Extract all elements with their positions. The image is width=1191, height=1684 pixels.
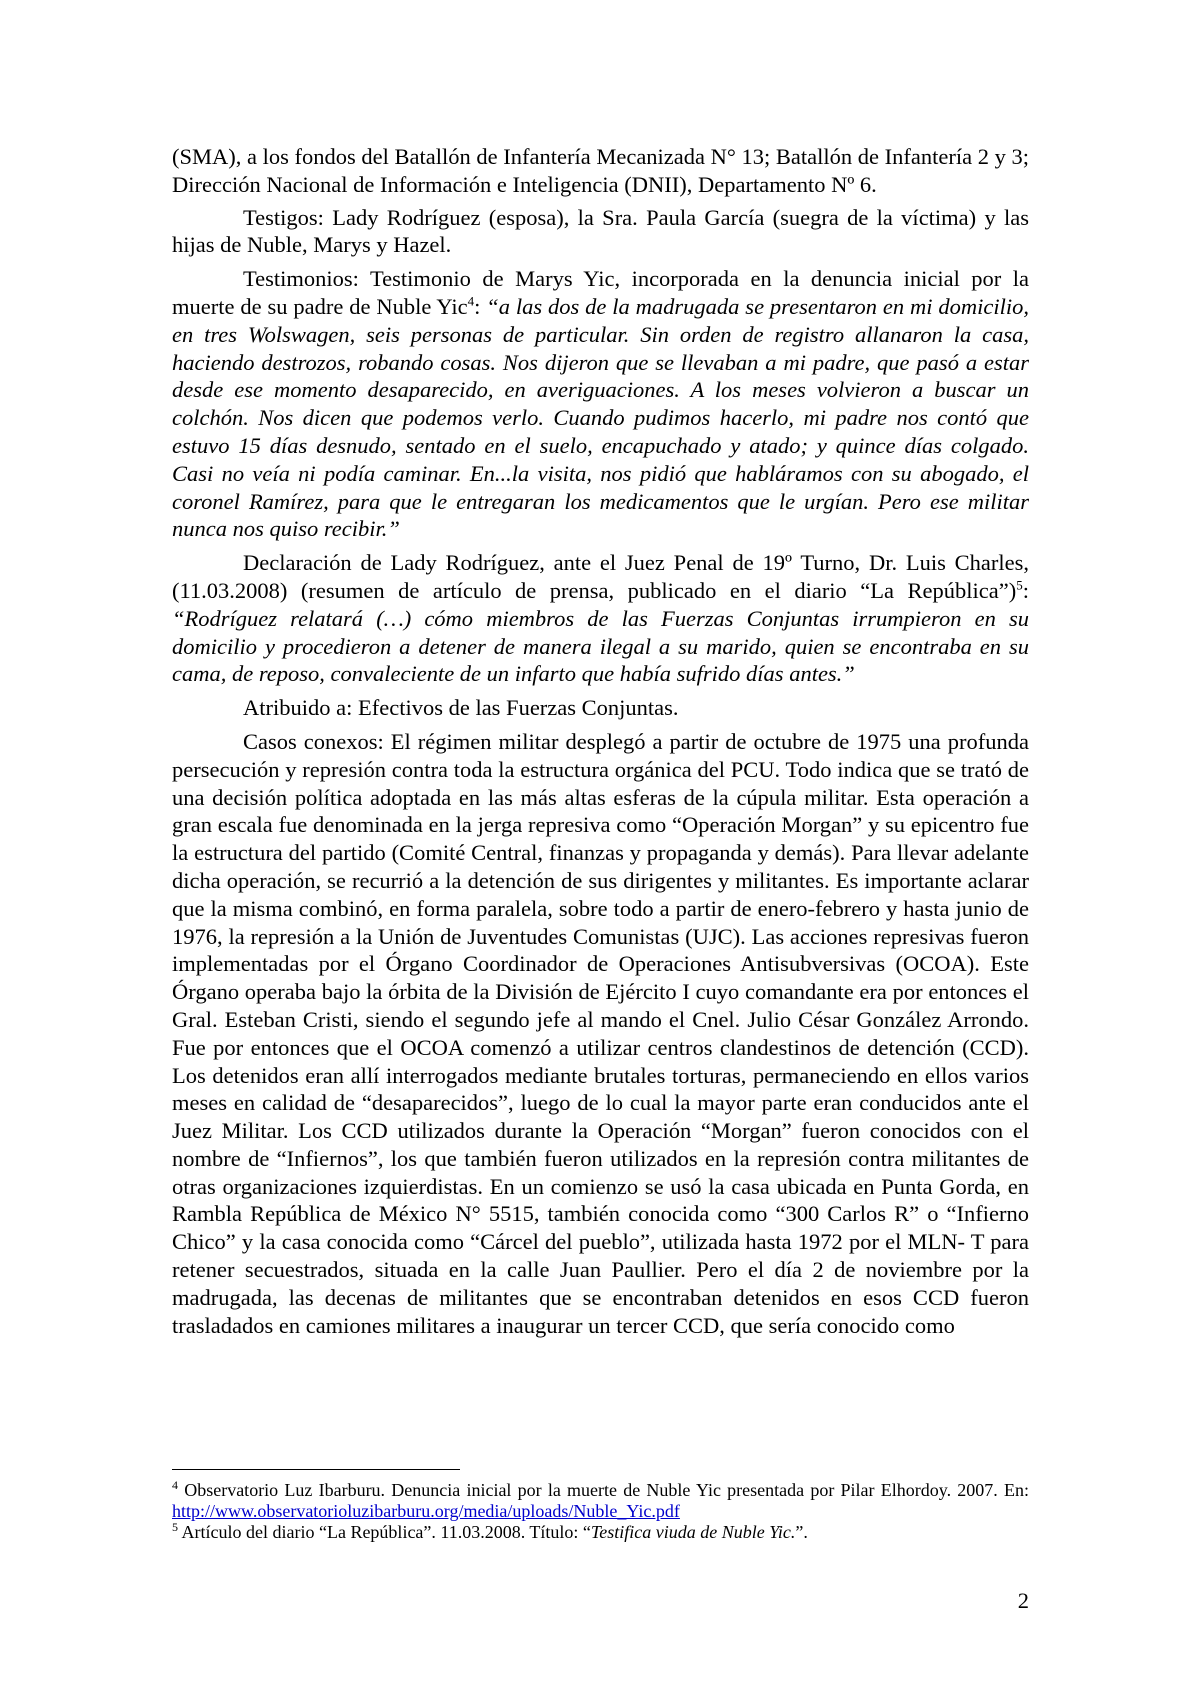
footnote-ref-4: 4 [467,293,475,309]
footnotes [172,1480,1029,1543]
testimonies-intro: Testimonios: Testimonio de Marys Yic, incorporada en la denuncia inicial por la muerte de su padre de Nuble Yic [172,266,1029,319]
paragraph-attributed: Atribuido a: Efectivos de las Fuerzas Conjuntas. [243,695,679,721]
footnote-text: Observatorio Luz Ibarburu. Denuncia inicial por la muerte de Nuble Yic presentada por Pilar Elhordoy. 2007. En: [178,1480,1029,1500]
paragraph-continuation: (SMA), a los fondos del Batallón de Infantería Mecanizada N° 13; Batallón de Infantería 2 y 3; Dirección Nacional de Información e Inteligencia (DNII), Departamento Nº 6. [172,144,1029,197]
paragraph-declaration [172,549,1029,688]
footnote-article-title: Testifica viuda de Nuble Yic. [590,1522,796,1542]
body-text [172,143,1029,1345]
declaration-quote: “Rodríguez relatará (…) cómo miembros de las Fuerzas Conjuntas irrumpieron en su domicilio y procedieron a detener de manera ilegal a su marido, quien se encontraba en su cama, de reposo, convaleciente de un infarto que había sufrido días antes.” [172,605,1029,687]
declaration-intro: Declaración de Lady Rodríguez, ante el Juez Penal de 19º Turno, Dr. Luis Charles, (11.03.2008) (resumen de artículo de prensa, publicado en el diario “La República”) [172,550,1029,603]
footnote-separator [172,1469,460,1470]
testimonies-sep: : [474,293,487,319]
footnote-marker: 5 [172,1520,178,1534]
footnote-text: Artículo del diario “La República”. 11.03.2008. Título: “ [178,1522,591,1542]
page-number: 2 [1017,1588,1029,1613]
paragraph-testimonies [172,265,1029,543]
paragraph-witnesses: Testigos: Lady Rodríguez (esposa), la Sra. Paula García (suegra de la víctima) y las hijas de Nuble, Marys y Hazel. [172,204,1029,258]
declaration-sep: : [1022,577,1029,603]
footnote-ref-5: 5 [1016,577,1023,593]
paragraph-related-cases: Casos conexos: El régimen militar desplegó a partir de octubre de 1975 una profunda persecución y represión contra toda la estructura orgánica del PCU. Todo indica que se trató de una decisión política adoptada en las más altas esferas de la cúpula militar. Esta operación a gran escala fue denominada en la jerga represiva como “Operación Morgan” y su epicentro fue la estructura del partido (Comité Central, finanzas y propaganda y demás). Para llevar adelante dicha operación, se recurrió a la detención de sus dirigentes y militantes. Es importante aclarar que la misma combinó, en forma paralela, sobre todo a partir de enero-febrero y hasta junio de 1976, la represión a la Unión de Juventudes Comunistas (UJC). Las acciones represivas fueron implementadas por el Órgano Coordinador de Operaciones Antisubversivas (OCOA). Este Órgano operaba bajo la órbita de la División de Ejército I cuyo comandante era por entonces el Gral. Esteban Cristi, siendo el segundo jefe al mando el Cnel. Julio César González Arrondo. Fue por entonces que el OCOA comenzó a utilizar centros clandestinos de detención (CCD). Los detenidos eran allí interrogados mediante brutales torturas, permaneciendo en ellos varios meses en calidad de “desaparecidos”, luego de lo cual la mayor parte eran conducidos ante el Juez Militar. Los CCD utilizados durante la Operación “Morgan” fueron conocidos con el nombre de “Infiernos”, los que también fueron utilizados en la represión contra militantes de otras organizaciones izquierdistas. En un comienzo se usó la casa ubicada en Punta Gorda, en Rambla República de México N° 5515, también conocida como “300 Carlos R” o “Infierno Chico” y la casa conocida como “Cárcel del pueblo”, utilizada hasta 1972 por el MLN- T para retener secuestrados, situada en la calle Juan Paullier. Pero el día 2 de noviembre por la madrugada, las decenas de militantes que se encontraban detenidos en esos CCD fueron trasladados en camiones militares a inaugurar un tercer CCD, que sería conocido como [172,728,1029,1338]
footnote-link[interactable]: http://www.observatorioluzibarburu.org/media/uploads/Nuble_Yic.pdf [172,1501,680,1521]
testimony-quote: “a las dos de la madrugada se presentaron en mi domicilio, en tres Wolswagen, seis personas de particular. Sin orden de registro allanaron la casa, haciendo destrozos, robando cosas. Nos dijeron que se llevaban a mi padre, que pasó a estar desde ese momento desaparecido, en averiguaciones. A los meses volvieron a buscar un colchón. Nos dicen que podemos verlo. Cuando pudimos hacerlo, mi padre nos contó que estuvo 15 días desnudo, sentado en el suelo, encapuchado y atado; y quince días colgado. Casi no veía ni podía caminar. En...la visita, nos pidió que habláramos con su abogado, el coronel Ramírez, para que le entregaran los medicamentos que le urgían. Pero ese militar nunca nos quiso recibir.” [172,293,1030,542]
footnote-text-end: ”. [795,1522,808,1542]
footnote-marker: 4 [172,1478,178,1492]
footnote-4 [172,1480,1029,1522]
footnote-5 [172,1522,1029,1543]
